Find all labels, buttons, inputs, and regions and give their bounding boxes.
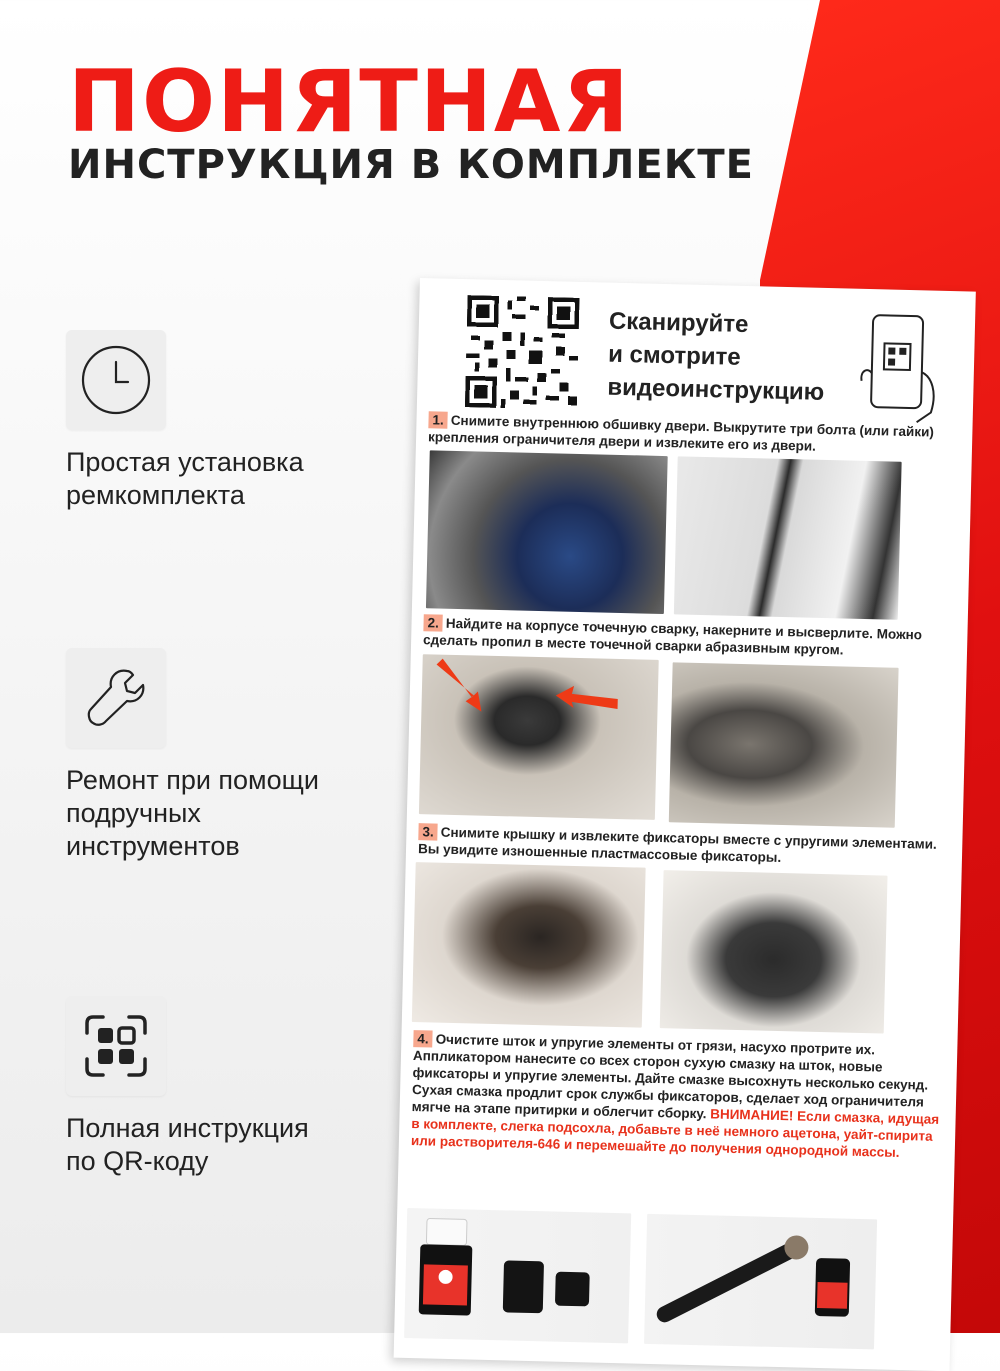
step-text: Снимите крышку и извлеките фиксаторы вместе с упругими элементами. Вы увидите изношенные пластмассовые фиксаторы.: [417, 824, 937, 865]
photo-spot-weld: [419, 654, 659, 820]
red-arrows: [419, 654, 659, 820]
photo-lubricate-rod: [644, 1214, 877, 1350]
feature-easy-install: [66, 330, 396, 512]
step-number: 2.: [423, 614, 443, 631]
warning-text: ВНИМАНИЕ! Если смазка, идущая в комплекте, слегка подсохла, добавьте в неё немного ацетона, уайт-спирита или растворителя-646 и перемешайте до получения однородной массы.: [410, 1106, 940, 1160]
feature-tile: [66, 330, 166, 430]
step-number: 3.: [418, 823, 438, 840]
page-headline: ПОНЯТНАЯ: [68, 52, 631, 152]
photo-lubricant-kit: [404, 1208, 631, 1343]
feature-tile: [66, 996, 166, 1096]
photo-worn-retainers: [660, 870, 888, 1033]
page-subheadline: ИНСТРУКЦИЯ В КОМПЛЕКТЕ: [68, 142, 755, 188]
qr-code[interactable]: [465, 295, 580, 410]
lubricant-bottle-illustration: [404, 1208, 631, 1343]
instruction-sheet: [394, 278, 976, 1371]
feature-label: Полная инструкция по QR-коду: [66, 1113, 309, 1176]
door-limiter-illustration: [644, 1214, 877, 1350]
step-text: Найдите на корпусе точечную сварку, накерните и высверлите. Можно сделать пропил в месте точечной сварки абразивным кругом.: [422, 615, 923, 658]
step-4: [411, 1030, 944, 1162]
feature-label: Ремонт при помощи подручных инструментов: [66, 765, 319, 861]
scan-instruction-text: Сканируйте и смотрите видеоинструкцию: [607, 307, 825, 406]
photo-door-limiter: [674, 456, 902, 619]
step-number: 4.: [413, 1030, 433, 1047]
photo-drilling: [669, 662, 899, 827]
step-text: Снимите внутреннюю обшивку двери. Выкрутите три болта (или гайки) крепления ограничителя двери и извлеките его из двери.: [427, 412, 935, 454]
photo-door-panel: [426, 450, 668, 614]
feature-label: Простая установка ремкомплекта: [66, 447, 304, 510]
wrench-icon: [81, 663, 151, 733]
step-text: Очистите шток и упругие элементы от грязи, насухо протрите их. Аппликатором нанесите со всех сторон сухую смазку на шток, новые фиксаторы и упругие элементы. Дайте смазке высохнуть несколько секунд. Сухая смазка продлит срок службы фиксаторов, сделает ход ограничителя мягче на этапе притирки и облегчит сборку.: [411, 1031, 929, 1122]
feature-tile: [66, 648, 166, 748]
feature-qr-instruction: [66, 996, 396, 1178]
clock-icon: [80, 344, 152, 416]
step-3: [418, 823, 949, 870]
step-number: 1.: [428, 411, 448, 428]
phone-scan-icon: [857, 311, 946, 425]
step-2: [423, 614, 954, 661]
feature-simple-tools: [66, 648, 396, 863]
qr-scan-icon: [85, 1015, 147, 1077]
photo-remove-cover: [412, 862, 646, 1028]
